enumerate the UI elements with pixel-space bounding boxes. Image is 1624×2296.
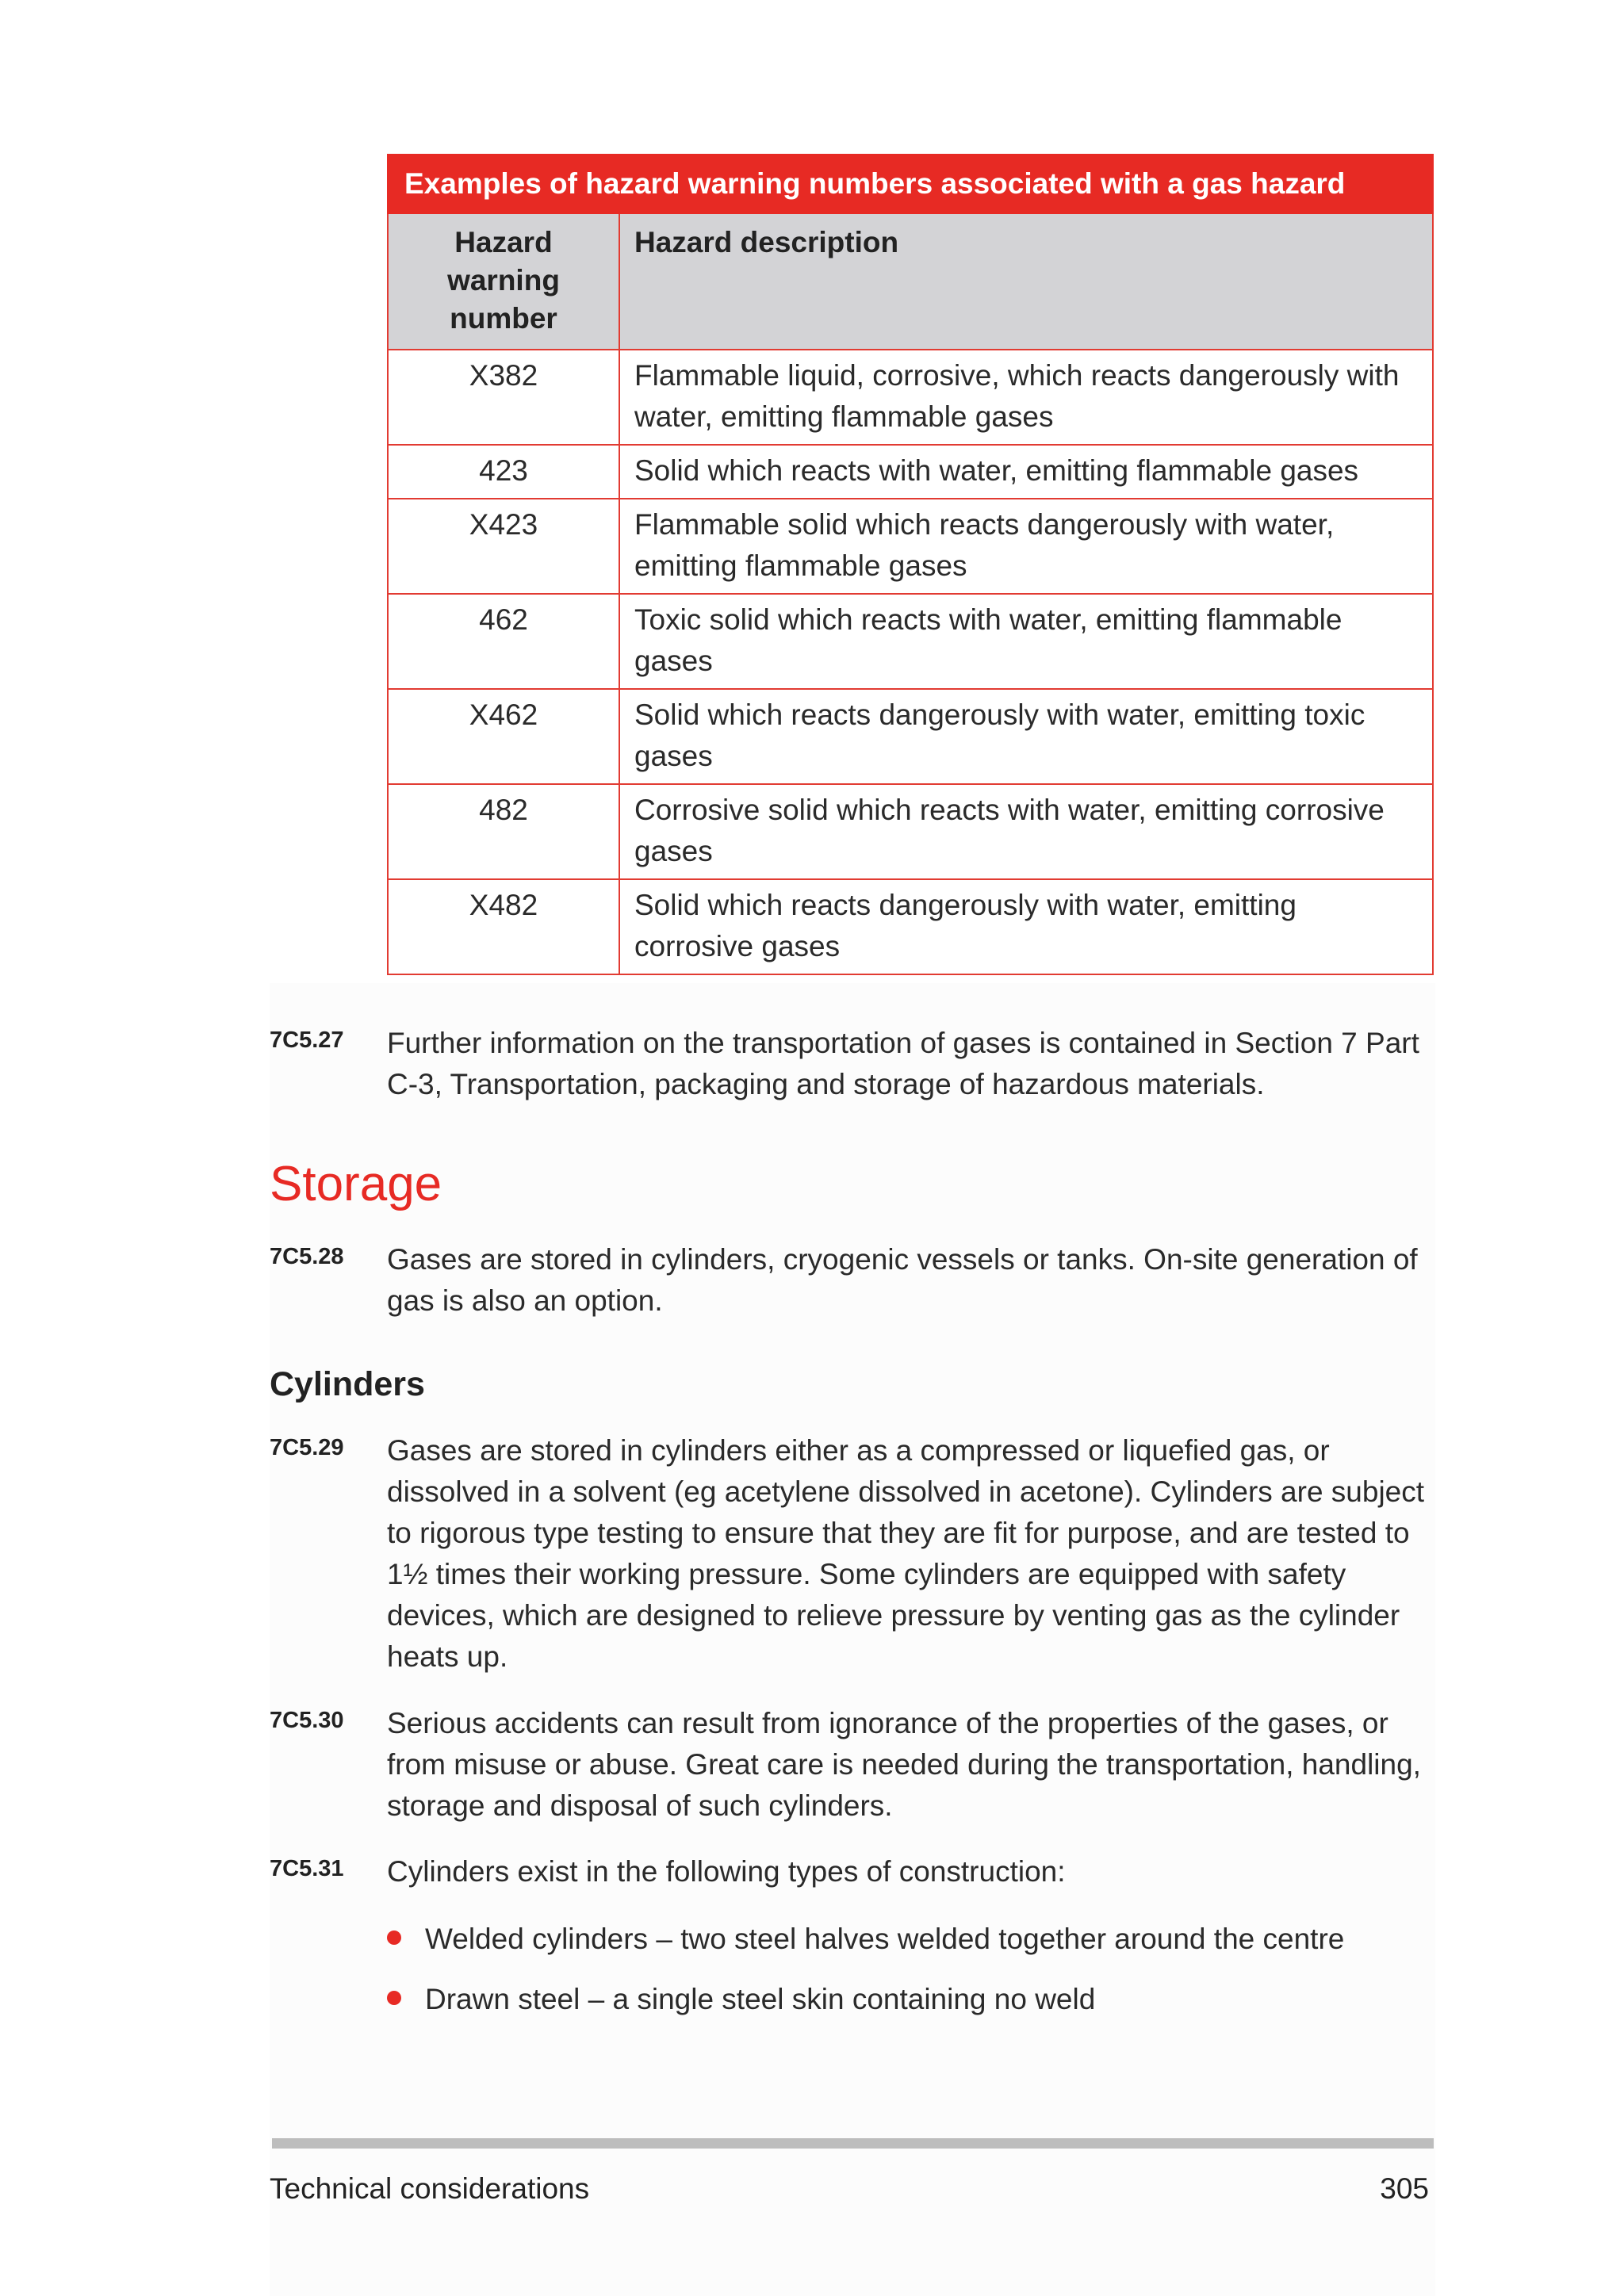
list-item — [387, 1919, 1434, 1960]
paragraph-text: Gases are stored in cylinders either as a compressed or liquefied gas, or dissolved in a solvent (eg acetylene dissolved in acetone). Cylinders are subject to rigorous type testing to ensure that they are fit for purpose, and are tested to 1½ times their working pressure. Some cylinders are equipped with safety devices, which are designed to relieve pressure by venting gas as the cylinder heats up. — [387, 1434, 1425, 1673]
paragraph-7c5-31 — [270, 1851, 1435, 1892]
section-heading-storage: Storage — [270, 1157, 442, 1211]
hazard-number-cell: X423 — [388, 499, 619, 594]
hazard-description-cell: Flammable liquid, corrosive, which reacts dangerously with water, emitting flammable gases — [619, 350, 1433, 445]
column-header-description: Hazard description — [619, 213, 1433, 350]
paragraph-text: Gases are stored in cylinders, cryogenic vessels or tanks. On-site generation of gas is also an option. — [387, 1243, 1418, 1317]
hazard-description-cell: Corrosive solid which reacts with water, emitting corrosive gases — [619, 784, 1433, 879]
paragraph-text: Further information on the transportation of gases is contained in Section 7 Part C-3, Transportation, packaging and storage of hazardous materials. — [387, 1027, 1419, 1100]
page-number: 305 — [1380, 2172, 1429, 2205]
hazard-number-cell: 462 — [388, 594, 619, 689]
paragraph-7c5-29 — [270, 1430, 1435, 1678]
table-caption: Examples of hazard warning numbers associated with a gas hazard — [388, 155, 1433, 213]
hazard-description-cell: Flammable solid which reacts dangerously with water, emitting flammable gases — [619, 499, 1433, 594]
list-item-text: Drawn steel – a single steel skin containing no weld — [425, 1983, 1096, 2015]
construction-types-list — [387, 1919, 1434, 2039]
table-row — [388, 350, 1433, 445]
paragraph-7c5-27 — [270, 1023, 1435, 1105]
list-item-text: Welded cylinders – two steel halves welded together around the centre — [425, 1923, 1345, 1955]
hazard-number-cell: 482 — [388, 784, 619, 879]
hazard-number-cell: X482 — [388, 879, 619, 974]
list-item — [387, 1979, 1434, 2020]
paragraph-7c5-28 — [270, 1239, 1435, 1322]
table-row — [388, 594, 1433, 689]
table-row — [388, 499, 1433, 594]
paragraph-text: Cylinders exist in the following types of construction: — [387, 1855, 1066, 1888]
footer-section-title: Technical considerations — [270, 2172, 590, 2205]
hazard-warning-table — [387, 154, 1434, 975]
bullet-dot-icon — [387, 1931, 401, 1945]
hazard-description-cell: Solid which reacts with water, emitting flammable gases — [619, 445, 1433, 499]
hazard-number-cell: X462 — [388, 689, 619, 784]
paragraph-number: 7C5.30 — [270, 1708, 344, 1733]
table-row — [388, 879, 1433, 974]
table-row — [388, 784, 1433, 879]
hazard-description-cell: Solid which reacts dangerously with water, emitting corrosive gases — [619, 879, 1433, 974]
footer-divider — [272, 2138, 1434, 2149]
paragraph-7c5-30 — [270, 1703, 1435, 1827]
subheading-cylinders: Cylinders — [270, 1365, 425, 1403]
bullet-dot-icon — [387, 1991, 401, 2005]
table-row — [388, 445, 1433, 499]
hazard-number-cell: 423 — [388, 445, 619, 499]
column-header-number: Hazard warning number — [388, 213, 619, 350]
hazard-description-cell: Toxic solid which reacts with water, emitting flammable gases — [619, 594, 1433, 689]
hazard-description-cell: Solid which reacts dangerously with water, emitting toxic gases — [619, 689, 1433, 784]
hazard-number-cell: X382 — [388, 350, 619, 445]
paragraph-number: 7C5.29 — [270, 1435, 344, 1460]
paragraph-text: Serious accidents can result from ignorance of the properties of the gases, or from misuse or abuse. Great care is needed during the transportation, handling, storage and disposal of such cylinders. — [387, 1707, 1421, 1822]
table-row — [388, 689, 1433, 784]
paragraph-number: 7C5.27 — [270, 1027, 344, 1053]
paragraph-number: 7C5.28 — [270, 1244, 344, 1269]
paragraph-number: 7C5.31 — [270, 1856, 344, 1881]
